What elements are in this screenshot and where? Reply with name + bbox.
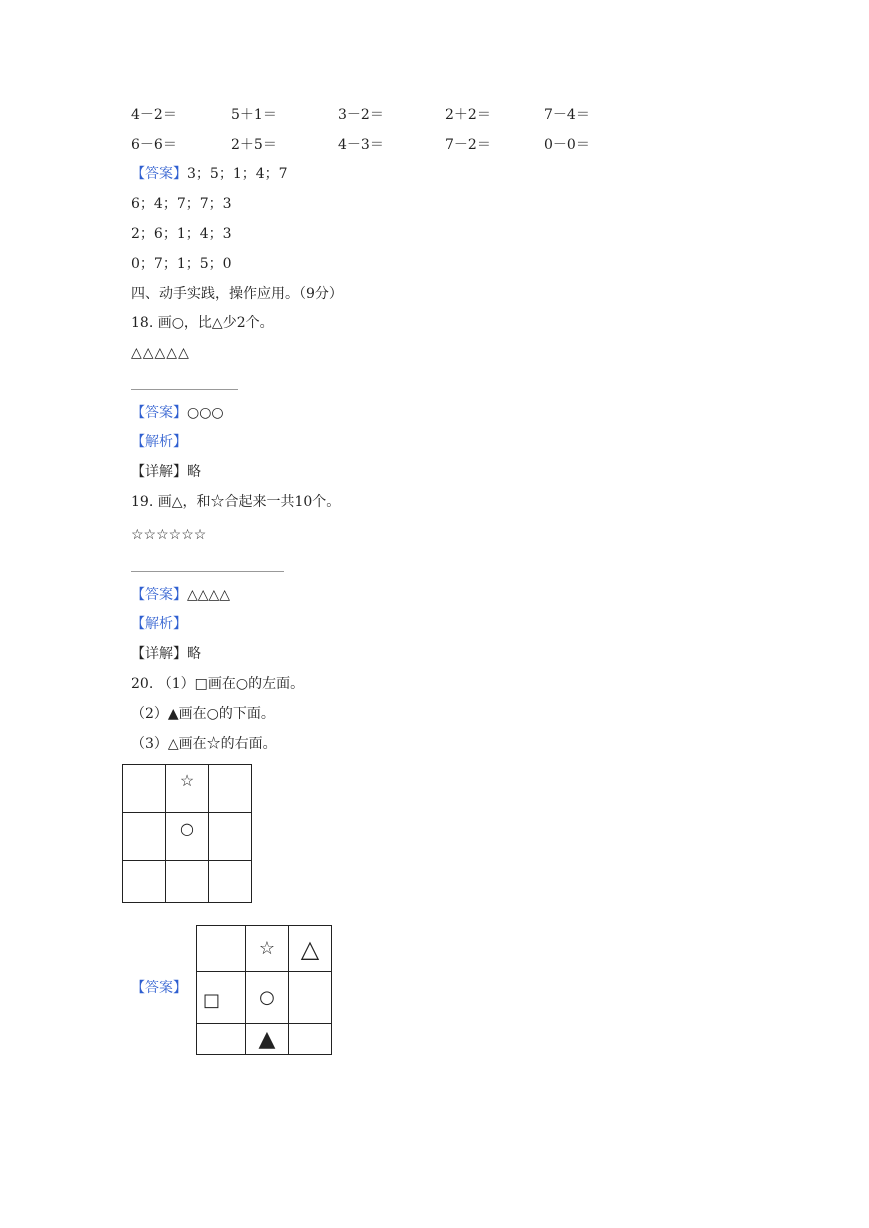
answer-tag: 【答案】 — [131, 980, 187, 996]
grid-cell — [166, 765, 209, 813]
grid-cell — [209, 813, 252, 861]
question-20-line1: 20. （1）□画在○的左面。 — [131, 676, 305, 692]
question-19-prompt: 19. 画△，和☆合起来一共10个。 — [131, 494, 341, 510]
detail-text: 略 — [187, 646, 201, 662]
equation: 7－4＝ — [544, 107, 590, 123]
answer-17-line: 6；4；7；7；3 — [131, 196, 232, 212]
grid-cell — [289, 926, 332, 972]
answer-shapes: ○○○ — [187, 405, 224, 421]
star-icon: ☆ — [258, 938, 276, 959]
answer-17-line: 2；6；1；4；3 — [131, 226, 232, 242]
grid-cell — [197, 972, 246, 1024]
question-19-answer — [131, 585, 230, 605]
grid-cell — [289, 1024, 332, 1055]
answer-blank-line — [131, 571, 284, 572]
grid-cell — [123, 765, 166, 813]
circle-icon: ○ — [180, 819, 194, 838]
equation: 2＋5＝ — [231, 137, 277, 153]
grid-cell — [166, 813, 209, 861]
equation: 0－0＝ — [544, 137, 590, 153]
analysis-tag: 【解析】 — [131, 616, 187, 632]
grid-cell — [197, 926, 246, 972]
star-icon: ☆ — [179, 771, 195, 790]
square-icon: □ — [203, 990, 221, 1011]
answer-tag: 【答案】 — [131, 166, 187, 182]
answer-tag: 【答案】 — [131, 587, 187, 603]
answer-17-line — [131, 164, 288, 184]
question-18-shapes: △△△△△ — [131, 345, 190, 361]
circle-icon: ○ — [259, 987, 275, 1008]
equation: 5＋1＝ — [231, 107, 277, 123]
grid-cell — [246, 926, 289, 972]
question-20-line3: （3）△画在☆的右面。 — [131, 736, 277, 752]
triangle-filled-icon: ▲ — [258, 1026, 276, 1052]
question-19-shapes: ☆☆☆☆☆☆ — [131, 527, 207, 543]
detail-text: 略 — [187, 464, 201, 480]
question-grid — [122, 764, 252, 903]
equation: 4－2＝ — [131, 107, 177, 123]
answer-values: 3；5；1；4；7 — [187, 166, 288, 182]
question-18-answer — [131, 403, 224, 423]
grid-cell — [123, 861, 166, 903]
question-20-line2: （2）▲画在○的下面。 — [131, 706, 275, 722]
equation: 4－3＝ — [338, 137, 384, 153]
grid-cell — [246, 972, 289, 1024]
grid-cell — [209, 861, 252, 903]
analysis-tag: 【解析】 — [131, 434, 187, 450]
equation: 3－2＝ — [338, 107, 384, 123]
grid-cell — [123, 813, 166, 861]
detail-line — [131, 644, 201, 664]
detail-line — [131, 462, 201, 482]
grid-cell — [246, 1024, 289, 1055]
answer-shapes: △△△△ — [187, 587, 231, 603]
detail-tag: 【详解】 — [131, 464, 187, 480]
equation: 7－2＝ — [445, 137, 491, 153]
grid-cell — [166, 861, 209, 903]
grid-cell — [197, 1024, 246, 1055]
answer-blank-line — [131, 389, 238, 390]
answer-17-line: 0；7；1；5；0 — [131, 256, 232, 272]
question-18-prompt: 18. 画○，比△少2个。 — [131, 315, 274, 331]
triangle-outline-icon: △ — [300, 934, 320, 963]
equation: 6－6＝ — [131, 137, 177, 153]
grid-cell — [289, 972, 332, 1024]
equation: 2＋2＝ — [445, 107, 491, 123]
answer-tag: 【答案】 — [131, 405, 187, 421]
grid-cell — [209, 765, 252, 813]
section-heading: 四、动手实践，操作应用。（9分） — [131, 286, 343, 302]
answer-grid — [196, 925, 332, 1055]
detail-tag: 【详解】 — [131, 646, 187, 662]
